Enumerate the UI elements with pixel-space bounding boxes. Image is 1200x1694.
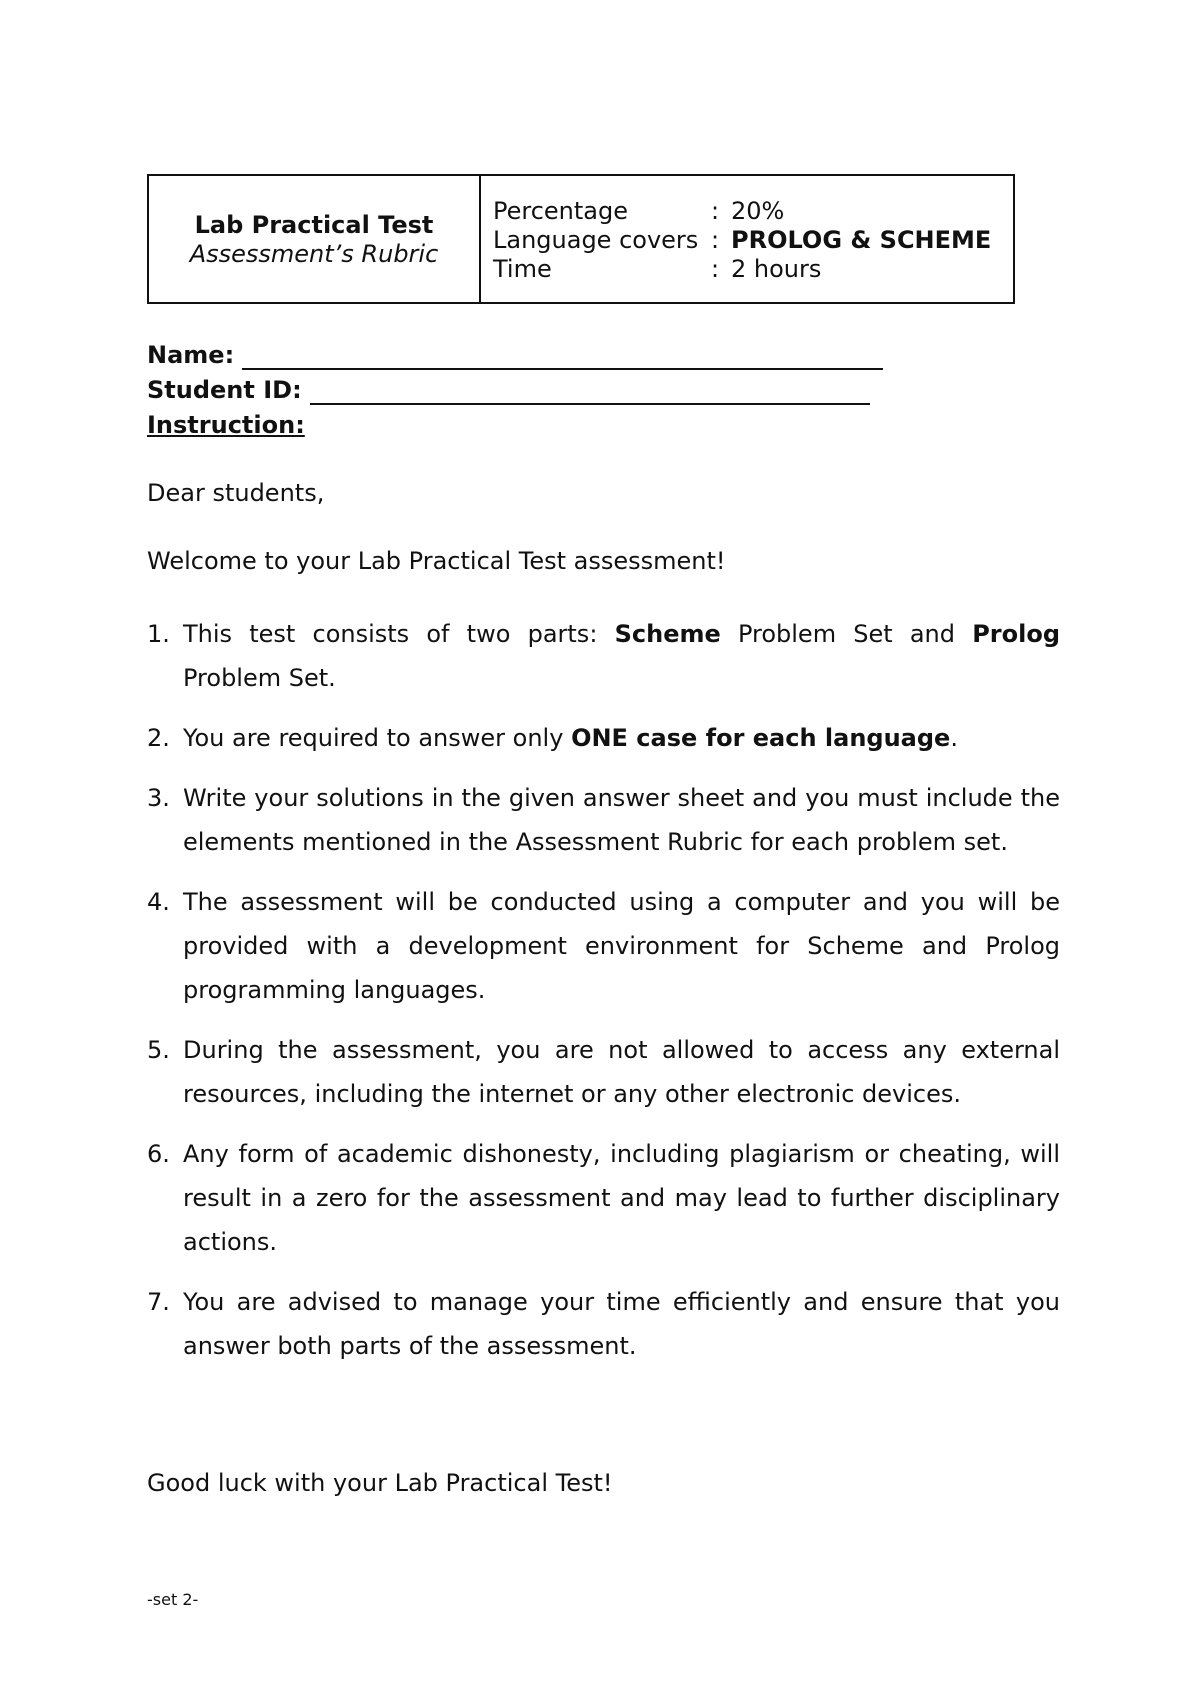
info-label: Percentage	[493, 197, 629, 225]
name-field-row	[147, 340, 883, 370]
info-value: 20%	[731, 197, 785, 225]
student-id-label: Student ID:	[147, 376, 302, 404]
header-table	[147, 174, 1015, 304]
bold-text: Prolog	[972, 620, 1061, 648]
list-item-number: 7.	[147, 1288, 170, 1316]
info-row-time	[493, 255, 1013, 284]
bold-text: ONE case for each language	[571, 724, 951, 752]
document-title: Lab Practical Test	[194, 211, 434, 239]
text-run: Any form of academic dishonesty, including plagiarism or cheating, will result in a zero for the assessment and may lead to further disciplinary actions.	[183, 1140, 1060, 1256]
text-run: During the assessment, you are not allowed to access any external resources, including the internet or any other electronic devices.	[183, 1036, 1060, 1108]
name-field[interactable]	[242, 342, 883, 370]
welcome-text: Welcome to your Lab Practical Test assessment!	[147, 547, 726, 575]
info-colon: :	[711, 226, 720, 254]
page-footer: -set 2-	[147, 1590, 199, 1609]
bold-text: Scheme	[614, 620, 721, 648]
list-item-number: 4.	[147, 888, 170, 916]
text-run: Write your solutions in the given answer sheet and you must include the elements mentioned in the Assessment Rubric for each problem set.	[183, 784, 1060, 856]
student-id-field[interactable]	[310, 377, 870, 405]
list-item-number: 1.	[147, 620, 170, 648]
text-run: Problem Set.	[183, 664, 336, 692]
list-item-text	[183, 1280, 1060, 1368]
text-run: You are advised to manage your time efficiently and ensure that you answer both parts of the assessment.	[183, 1288, 1060, 1360]
list-item	[147, 880, 1060, 1012]
info-row-language	[493, 226, 1013, 255]
text-run: .	[950, 724, 958, 752]
header-info-cell	[481, 176, 1013, 302]
list-item-number: 3.	[147, 784, 170, 812]
document-subtitle: Assessment’s Rubric	[189, 240, 439, 268]
text-run: Problem Set and	[720, 620, 973, 648]
info-value: PROLOG & SCHEME	[731, 226, 992, 254]
list-item	[147, 1132, 1060, 1264]
list-item-text	[183, 776, 1060, 864]
name-label: Name:	[147, 341, 235, 369]
list-item-number: 2.	[147, 724, 170, 752]
greeting-text: Dear students,	[147, 479, 325, 507]
info-colon: :	[711, 197, 720, 225]
list-item	[147, 1028, 1060, 1116]
text-run: You are required to answer only	[183, 724, 572, 752]
list-item	[147, 716, 1060, 760]
list-item	[147, 612, 1060, 700]
student-id-field-row	[147, 375, 870, 405]
list-item-number: 5.	[147, 1036, 170, 1064]
info-label: Time	[493, 255, 552, 283]
info-label: Language covers	[493, 226, 699, 254]
list-item-text	[183, 1028, 1060, 1116]
instruction-list	[147, 612, 1060, 1384]
list-item-text	[183, 880, 1060, 1012]
list-item-number: 6.	[147, 1140, 170, 1168]
info-colon: :	[711, 255, 720, 283]
info-value: 2 hours	[731, 255, 822, 283]
list-item-text	[183, 716, 1060, 760]
text-run: The assessment will be conducted using a computer and you will be provided with a development environment for Scheme and Prolog programming languages.	[183, 888, 1060, 1004]
list-item-text	[183, 612, 1060, 700]
list-item	[147, 1280, 1060, 1368]
instruction-heading: Instruction:	[147, 411, 305, 439]
closing-text: Good luck with your Lab Practical Test!	[147, 1469, 613, 1497]
header-title-cell	[149, 176, 481, 302]
list-item	[147, 776, 1060, 864]
text-run: This test consists of two parts:	[183, 620, 615, 648]
list-item-text	[183, 1132, 1060, 1264]
info-row-percentage	[493, 197, 1013, 226]
